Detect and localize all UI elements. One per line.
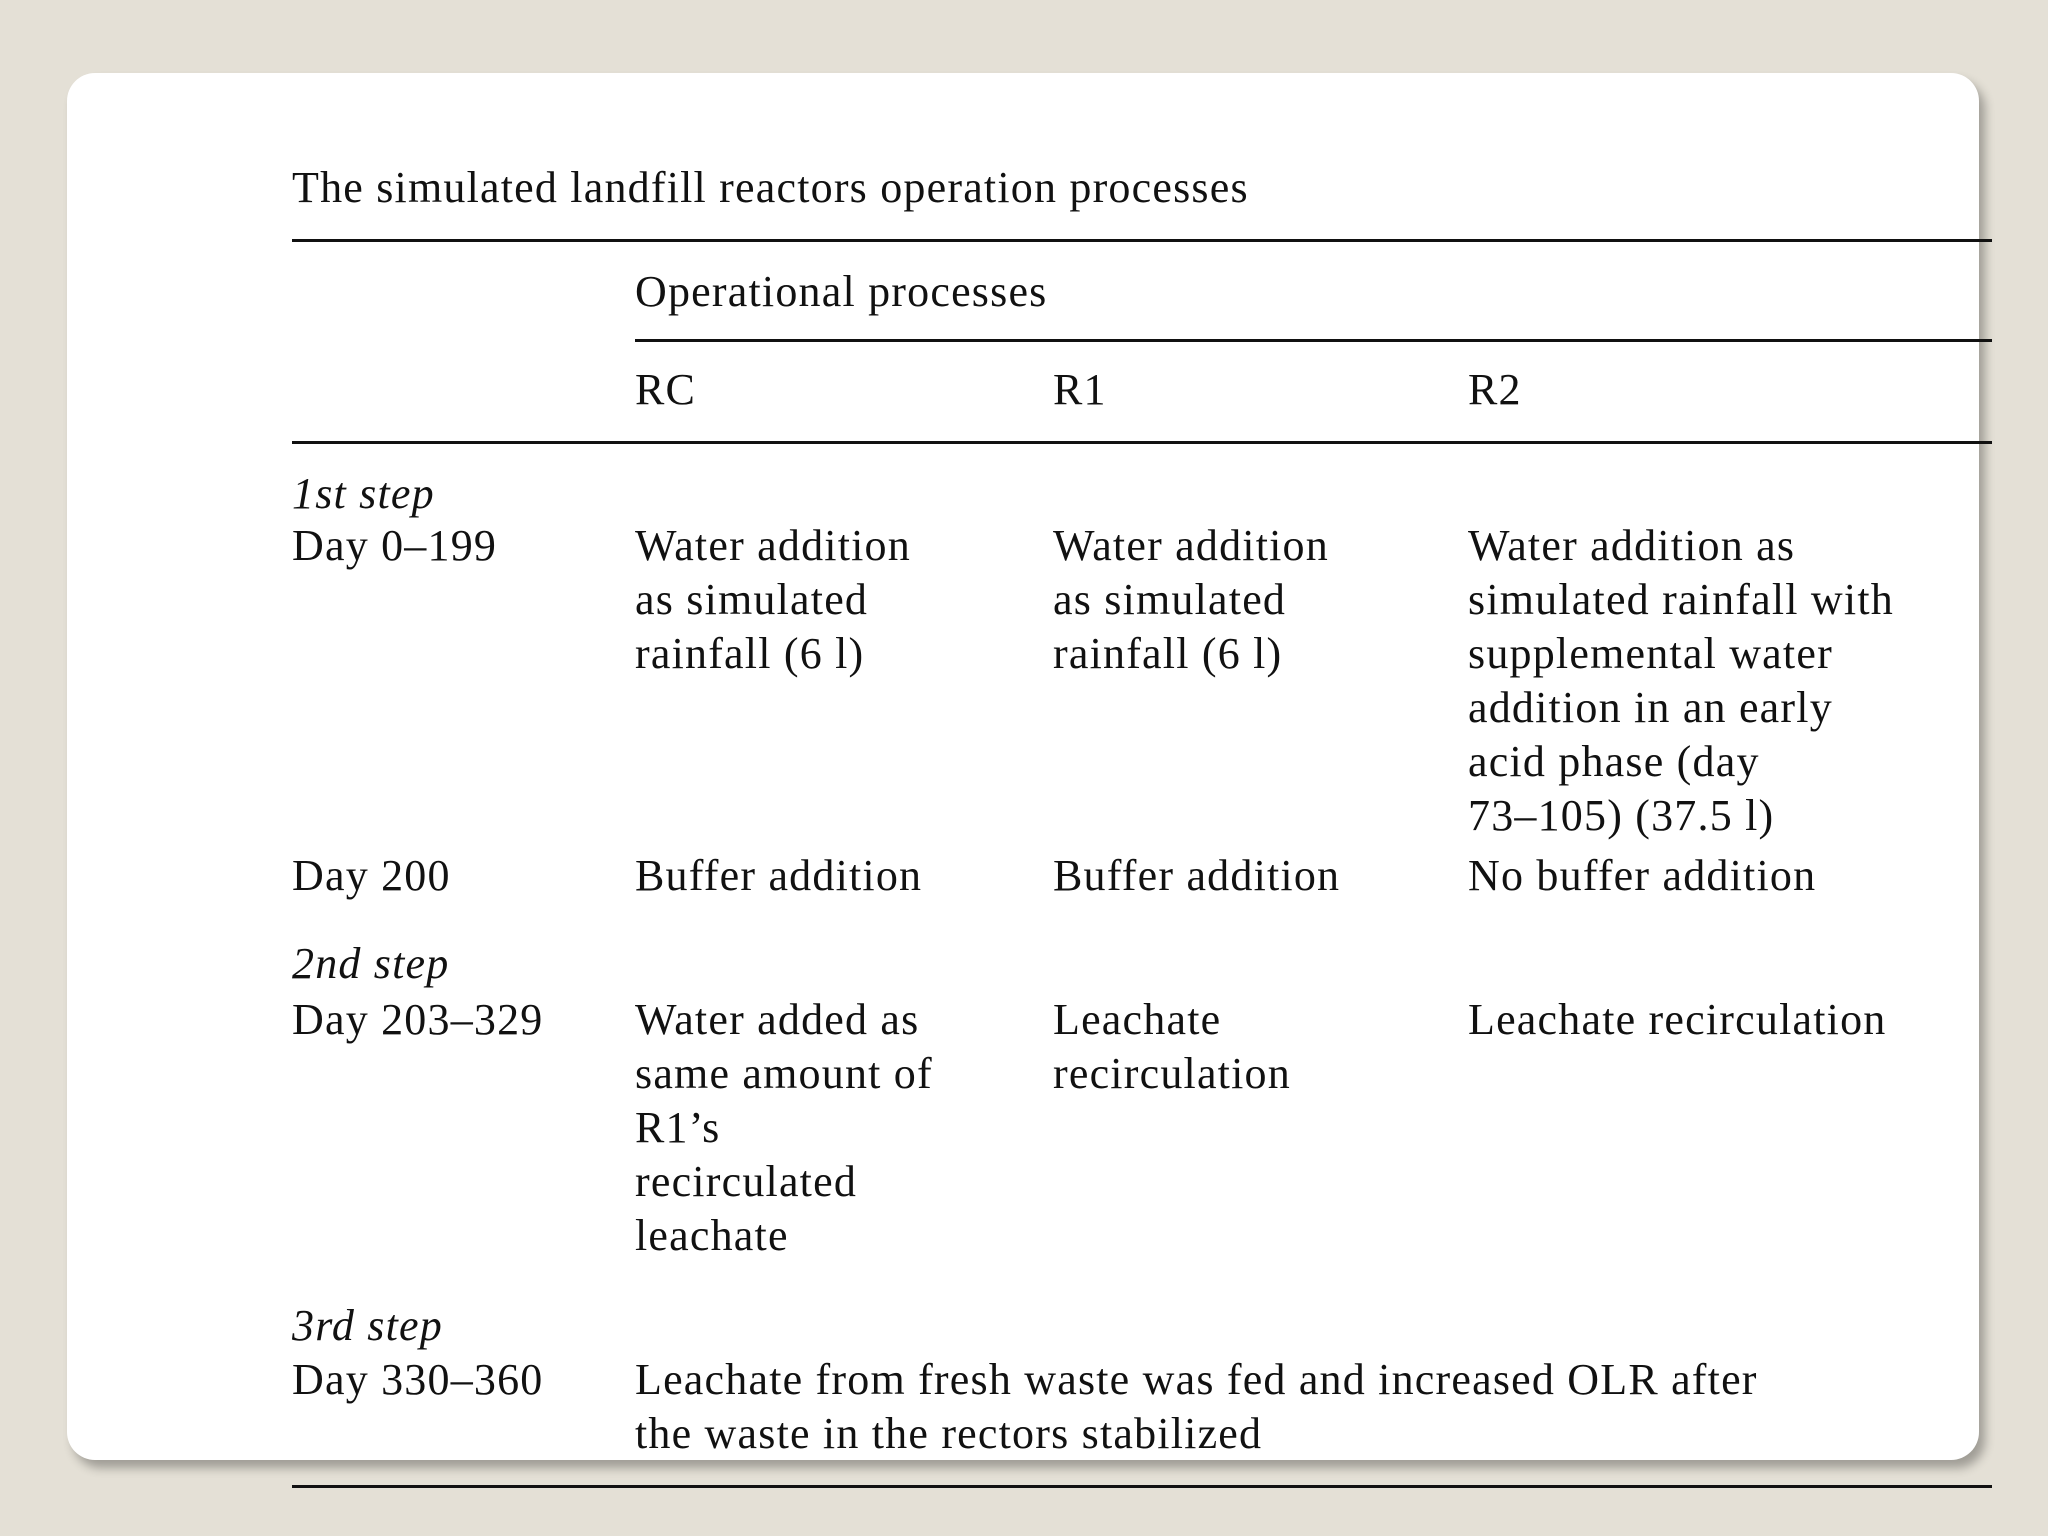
cell-r2: Leachate recirculation: [1468, 995, 1887, 1044]
cell-line: leachate: [635, 1211, 789, 1260]
period-cell: Day 200: [292, 851, 451, 900]
step-label: 3rd step: [292, 1301, 443, 1350]
period-cell: Day 0–199: [292, 521, 498, 570]
cell-line: as simulated: [1053, 575, 1287, 624]
cell-line: Water added as: [635, 995, 920, 1044]
table-caption: The simulated landfill reactors operation processes: [292, 163, 1249, 212]
header-rule: [292, 441, 1992, 444]
top-rule: [292, 239, 1992, 242]
cell-line: Water addition: [635, 521, 911, 570]
cell-line: supplemental water: [1468, 629, 1833, 678]
step-label: 2nd step: [292, 939, 450, 988]
cell-span: [635, 1353, 1992, 1463]
cell-rc: Buffer addition: [635, 851, 923, 900]
cell-r1: Buffer addition: [1053, 851, 1341, 900]
cell-line: 73–105) (37.5 l): [1468, 791, 1775, 840]
column-header-r1: R1: [1053, 365, 1107, 414]
cell-line: Leachate: [1053, 995, 1222, 1044]
cell-r2: No buffer addition: [1468, 851, 1817, 900]
step-label: 1st step: [292, 469, 435, 518]
cell-line: rainfall (6 l): [635, 629, 865, 678]
cell-line: recirculated: [635, 1157, 858, 1206]
bottom-rule: [292, 1485, 1992, 1488]
operation-table: [292, 73, 1992, 1460]
column-header-r2: R2: [1468, 365, 1522, 414]
cell-line: as simulated: [635, 575, 869, 624]
cell-line: the waste in the rectors stabilized: [635, 1409, 1263, 1458]
period-cell: Day 203–329: [292, 995, 544, 1044]
cell-line: R1’s: [635, 1103, 721, 1152]
cell-line: Water addition as: [1468, 521, 1796, 570]
cell-line: rainfall (6 l): [1053, 629, 1283, 678]
column-header-rc: RC: [635, 365, 697, 414]
slide-card: [67, 73, 1979, 1460]
period-cell: Day 330–360: [292, 1355, 544, 1404]
cell-line: simulated rainfall with: [1468, 575, 1894, 624]
cell-line: same amount of: [635, 1049, 933, 1098]
group-rule: [635, 339, 1992, 342]
cell-line: acid phase (day: [1468, 737, 1760, 786]
cell-line: Leachate from fresh waste was fed and increased OLR after: [635, 1355, 1758, 1404]
cell-line: addition in an early: [1468, 683, 1833, 732]
cell-line: recirculation: [1053, 1049, 1291, 1098]
group-header: Operational processes: [635, 267, 1048, 316]
cell-line: Water addition: [1053, 521, 1329, 570]
